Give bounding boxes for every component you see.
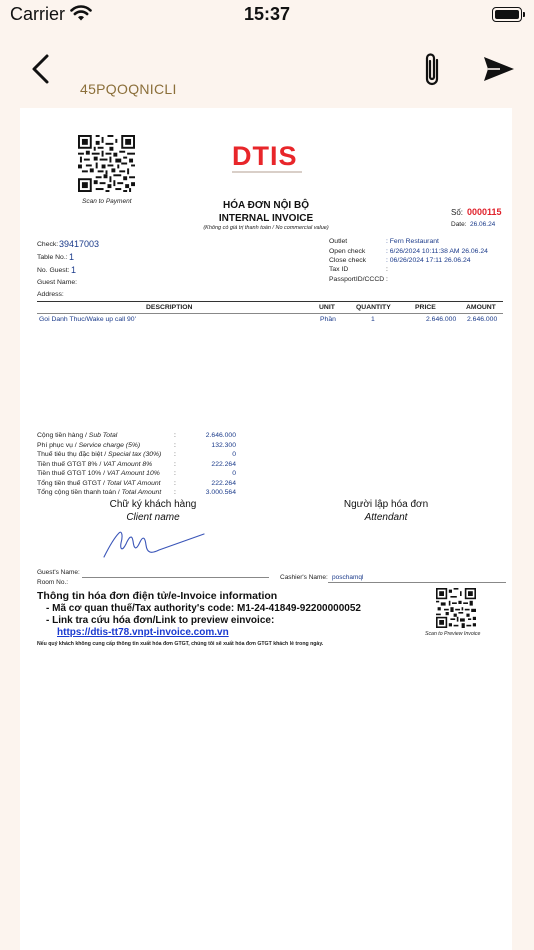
- grand-total-colon: :: [174, 489, 176, 496]
- total-vat-value: 222.264: [211, 479, 236, 487]
- attendant-signature-label: Người lập hóa đơn: [343, 499, 429, 510]
- item-quantity: 1: [371, 316, 375, 323]
- einvoice-note: Nếu quý khách không cung cấp thông tin xuất hóa đơn GTGT, chúng tôi sẽ xuất hóa đơn GTGT khách lẻ trong ngày.: [37, 641, 324, 647]
- invoice-sheet: [20, 108, 512, 950]
- service-charge-colon: :: [174, 441, 176, 449]
- clock: 15:37: [243, 4, 291, 24]
- column-unit: UNIT: [319, 304, 335, 311]
- cashier-label: Cashier's Name:: [280, 574, 328, 581]
- service-charge-label: Phí phục vụ / Service charge (5%): [37, 441, 141, 449]
- scan-to-payment-caption: Scan to Payment: [82, 198, 132, 205]
- paperclip-icon[interactable]: [418, 50, 448, 90]
- attendant-label: Attendant: [364, 512, 408, 523]
- tax-authority-code: - Mã cơ quan thuế/Tax authority's code: M1-24-41849-92200000052: [46, 603, 361, 614]
- close-check-label: Close check: [329, 257, 367, 264]
- invoice-number: 0000115: [467, 207, 502, 217]
- total-vat-colon: :: [174, 479, 176, 487]
- vat10-value: 0: [232, 470, 236, 477]
- total-vat-label: Tổng tiền thuế GTGT / Total VAT Amount: [37, 479, 161, 487]
- tax-id-value: :: [386, 266, 388, 273]
- check-label: Check:: [37, 241, 59, 248]
- service-charge-value: 132.300: [211, 441, 236, 449]
- invoice-title-note: (Không có giá trị thanh toán / No commercial value): [203, 225, 329, 231]
- subtotal-colon: :: [174, 432, 176, 439]
- battery-icon: [492, 7, 522, 22]
- invoice-number-label: Số:: [451, 208, 464, 217]
- item-description: Goi Danh Thuc/Wake up call 90': [39, 316, 136, 323]
- vat10-colon: :: [174, 470, 176, 477]
- item-unit: Phần: [320, 316, 336, 323]
- invoice-title-en: INTERNAL INVOICE: [218, 213, 314, 224]
- grand-total-value: 3.000.564: [205, 489, 236, 496]
- table-label: Table No.:: [37, 254, 68, 261]
- einvoice-title: Thông tin hóa đơn điện tử/e-Invoice information: [37, 590, 278, 602]
- cashier-value: poschamql: [332, 574, 364, 581]
- vat10-label: Tiền thuế GTGT 10% / VAT Amount 10%: [37, 470, 160, 477]
- table-value: 1: [69, 252, 75, 262]
- dtis-logo-text: DTIS: [232, 141, 298, 171]
- einvoice-link-label: - Link tra cứu hóa đơn/Link to preview einvoice:: [46, 615, 275, 626]
- back-chevron-icon[interactable]: [28, 52, 58, 86]
- scan-to-preview-caption: Scan to Preview Invoice: [425, 631, 481, 637]
- guest-name-label: Guest Name:: [37, 279, 78, 286]
- subtotal-value: 2.646.000: [205, 432, 236, 439]
- invoice-title-vi: HÓA ĐƠN NỘI BỘ: [223, 200, 309, 211]
- totals-block: [37, 432, 257, 502]
- vat8-value: 222.264: [211, 460, 236, 468]
- special-tax-value: 0: [232, 451, 236, 458]
- status-bar: [0, 0, 534, 30]
- column-quantity: QUANTITY: [356, 304, 391, 311]
- preview-qr-code-icon: [436, 588, 476, 628]
- guest-name-footer-label: Guest's Name:: [37, 569, 80, 576]
- client-name-label: Client name: [126, 512, 180, 523]
- guest-count-value: 1: [71, 265, 77, 275]
- special-tax-label: Thuế tiêu thụ đặc biệt / Special tax (30%): [37, 451, 162, 458]
- special-tax-colon: :: [174, 451, 176, 458]
- client-signature-label: Chữ ký khách hàng: [109, 499, 197, 510]
- table-header-rule: [37, 313, 503, 314]
- tax-id-label: Tax ID: [329, 266, 349, 273]
- passport-value: :: [386, 276, 388, 283]
- carrier-label: Carrier: [10, 4, 66, 24]
- column-price: PRICE: [415, 304, 436, 311]
- invoice-date-label: Date:: [451, 221, 467, 228]
- item-amount: 2.646.000: [467, 316, 498, 323]
- qr-code-icon: [78, 135, 135, 192]
- vat8-label: Tiền thuế GTGT 8% / VAT Amount 8%: [37, 460, 153, 468]
- table-top-rule: [37, 301, 503, 302]
- document-title: 45PQOQNICLI: [80, 81, 177, 97]
- outlet-label: Outlet: [329, 238, 348, 245]
- item-price: 2.646.000: [426, 316, 457, 323]
- einvoice-link[interactable]: https://dtis-tt78.vnpt-invoice.com.vn: [57, 627, 229, 638]
- send-icon[interactable]: [482, 54, 516, 84]
- outlet-value: : Fern Restaurant: [386, 238, 439, 245]
- open-check-label: Open check: [329, 248, 366, 255]
- guest-name-underline: [82, 577, 269, 578]
- room-label: Room No.:: [37, 579, 69, 586]
- passport-label: PassportID/CCCD: [329, 276, 385, 283]
- cashier-underline: [328, 582, 506, 583]
- guest-count-label: No. Guest:: [37, 267, 70, 274]
- table-row: [37, 315, 503, 327]
- address-label: Address:: [37, 291, 64, 298]
- invoice-date: 26.06.24: [470, 221, 496, 228]
- vat8-colon: :: [174, 460, 176, 468]
- open-check-value: : 6/26/2024 10:11:38 AM 26.06.24: [386, 248, 488, 255]
- check-value: 39417003: [59, 239, 100, 249]
- dtis-logo: [232, 142, 306, 176]
- close-check-value: : 06/26/2024 17:11 26.06.24: [386, 257, 471, 264]
- grand-total-label: Tổng cộng tiền thanh toán / Total Amount: [37, 489, 162, 496]
- signature-icon: [102, 524, 206, 564]
- column-description: DESCRIPTION: [146, 304, 193, 311]
- subtotal-label: Cộng tiền hàng / Sub Total: [37, 432, 118, 439]
- column-amount: AMOUNT: [466, 304, 496, 311]
